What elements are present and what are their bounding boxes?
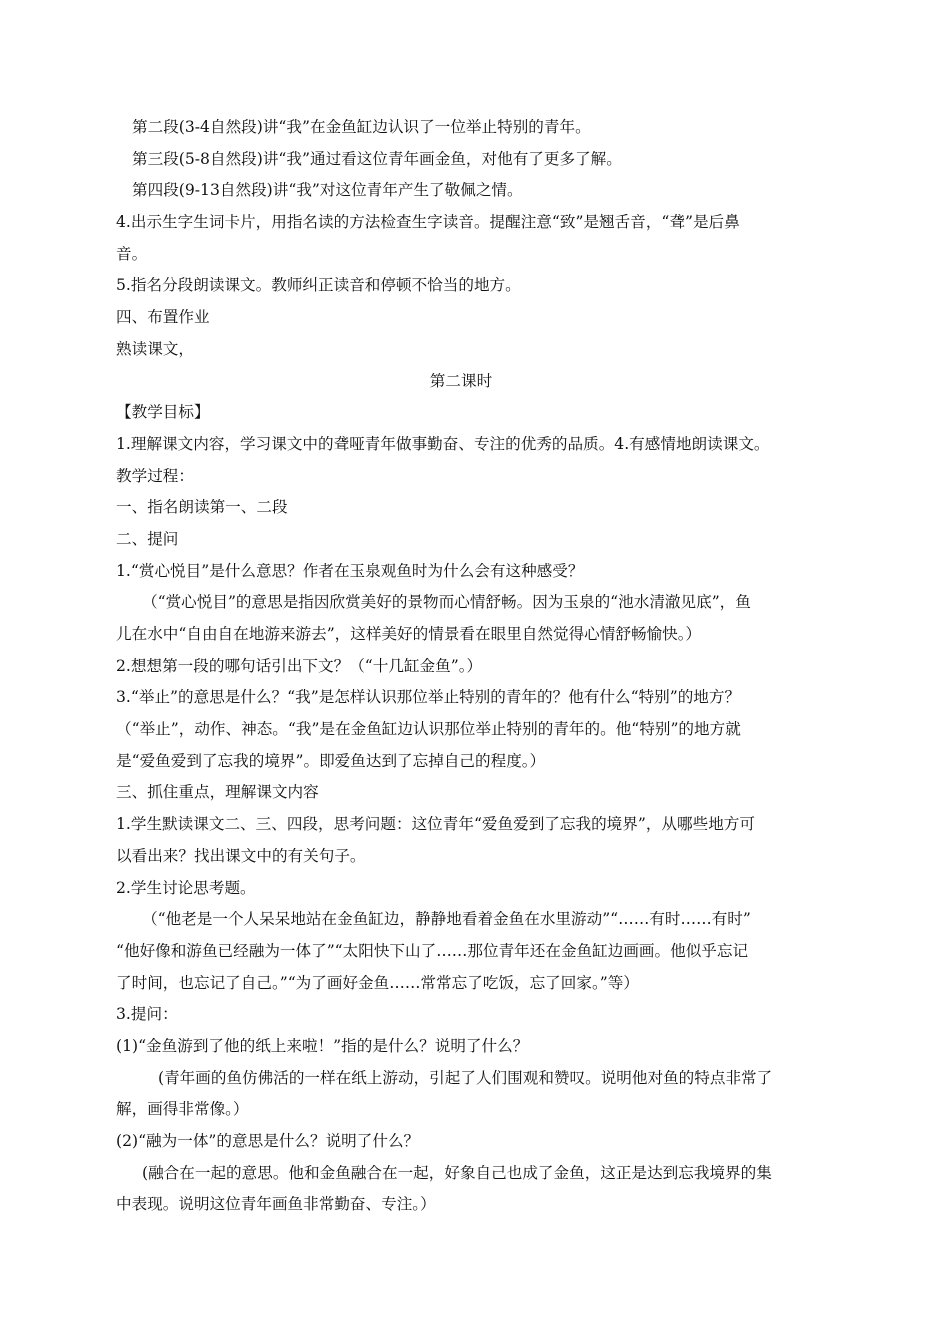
focus-2-answer-line-3: 了时间，也忘记了自己。”“为了画好金鱼……常常忘了吃饭，忘了回家。”等） [116, 973, 639, 992]
process-step-1: 一、指名朗读第一、二段 [116, 498, 288, 517]
answer-1-line-1: （“赏心悦目”的意思是指因欣赏美好的景物而心情舒畅。因为玉泉的“池水清澈见底”，鱼 [142, 593, 751, 612]
focus-2-answer-line-2: “他好像和游鱼已经融为一体了”“太阳快下山了……那位青年还在金鱼缸边画画。他似乎忘记 [116, 941, 749, 960]
heading-homework: 四、布置作业 [116, 308, 210, 327]
sub-question-2: (2)“融为一体”的意思是什么？说明了什么？ [116, 1132, 420, 1150]
sub-answer-2-line-2: 中表现。说明这位青年画鱼非常勤奋、专注。） [116, 1195, 436, 1214]
sub-answer-2-line-1: (融合在一起的意思。他和金鱼融合在一起，好象自己也成了金鱼，这正是达到忘我境界的集 [142, 1163, 772, 1182]
question-3: 3.“举止”的意思是什么？“我”是怎样认识那位举止特别的青年的？他有什么“特别”的地方？ [116, 688, 741, 707]
sub-answer-1-line-1: (青年画的鱼仿佛活的一样在纸上游动，引起了人们围观和赞叹。说明他对鱼的特点非常了 [158, 1068, 773, 1087]
focus-1-line-2: 以看出来？找出课文中的有关句子。 [116, 846, 366, 865]
paragraph-section-2: 第二段(3-4自然段)讲“我”在金鱼缸边认识了一位举止特别的青年。 [132, 118, 591, 136]
sub-answer-1-line-2: 解，画得非常像。） [116, 1100, 249, 1119]
step-4-line-1: 4.出示生字生词卡片，用指名读的方法检查生字读音。提醒注意“致”是翘舌音，“聋”是后鼻 [116, 213, 740, 232]
lesson-title: 第二课时 [429, 371, 493, 390]
heading-objectives: 【教学目标】 [116, 403, 210, 422]
answer-3-line-2: 是“爱鱼爱到了忘我的境界”。即爱鱼达到了忘掉自己的程度。） [116, 751, 546, 770]
question-2: 2.想想第一段的哪句话引出下文？（“十几缸金鱼”。） [116, 656, 483, 675]
objective-text: 1.理解课文内容，学习课文中的聋哑青年做事勤奋、专注的优秀的品质。4.有感情地朗读课文。 [116, 434, 770, 453]
heading-focus: 三、抓住重点，理解课文内容 [116, 783, 319, 802]
answer-3-line-1: （“举止”，动作、神态。“我”是在金鱼缸边认识那位举止特别的青年的。他“特别”的地方就 [116, 720, 741, 739]
homework-text: 熟读课文， [116, 339, 194, 358]
focus-2-answer-line-1: （“他老是一个人呆呆地站在金鱼缸边，静静地看着金鱼在水里游动”“……有时……有时” [142, 910, 751, 929]
sub-question-1: (1)“金鱼游到了他的纸上来啦！”指的是什么？说明了什么？ [116, 1036, 529, 1055]
answer-1-line-2: 儿在水中“自由自在地游来游去”，这样美好的情景看在眼里自然觉得心情舒畅愉快。） [116, 625, 702, 643]
step-5: 5.指名分段朗读课文。教师纠正读音和停顿不恰当的地方。 [116, 276, 521, 295]
focus-1-line-1: 1.学生默读课文二、三、四段，思考问题：这位青年“爱鱼爱到了忘我的境界”，从哪些地方可 [116, 815, 755, 834]
focus-2: 2.学生讨论思考题。 [116, 878, 256, 897]
paragraph-section-4: 第四段(9-13自然段)讲“我”对这位青年产生了敬佩之情。 [132, 181, 523, 200]
paragraph-section-3: 第三段(5-8自然段)讲“我”通过看这位青年画金鱼，对他有了更多了解。 [132, 149, 622, 168]
heading-process: 教学过程： [116, 466, 194, 485]
document-page [116, 112, 836, 1221]
focus-3: 3.提问： [116, 1005, 178, 1024]
question-1: 1.“赏心悦目”是什么意思？作者在玉泉观鱼时为什么会有这种感受？ [116, 561, 584, 580]
step-4-line-2: 音。 [116, 244, 148, 263]
process-step-2: 二、提问 [116, 529, 179, 548]
